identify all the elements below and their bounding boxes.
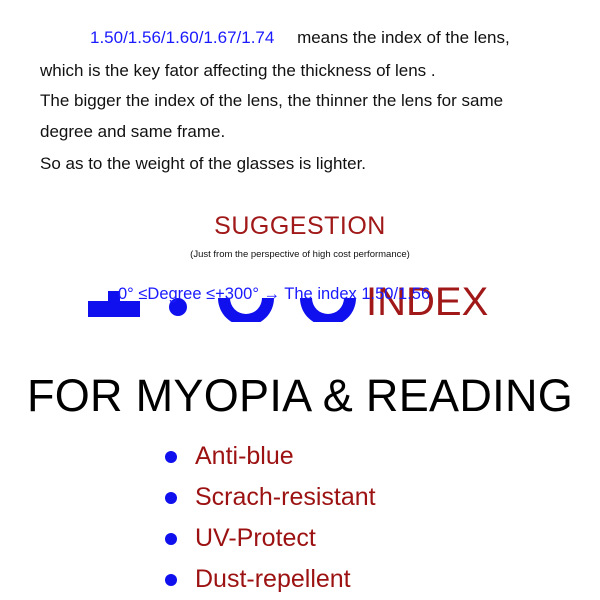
index-values: 1.50/1.56/1.60/1.67/1.74 — [90, 28, 275, 47]
bullet-icon — [165, 533, 177, 545]
intro-line-4: degree and same frame. — [40, 122, 226, 141]
suggestion-note: (Just from the perspective of high cost performance) — [190, 249, 410, 260]
feature-list — [165, 436, 376, 600]
intro-line-3: The bigger the index of the lens, the thinner the lens for same — [40, 91, 504, 110]
degree-rule-text: 0° ≤Degree ≤+300° → The index 1.50/1.56 — [118, 285, 431, 303]
intro-line-1 — [40, 28, 510, 48]
feature-label: Dust-repellent — [195, 565, 351, 593]
suggestion-title: SUGGESTION — [214, 212, 386, 240]
bullet-icon — [165, 574, 177, 586]
feature-item — [165, 477, 376, 518]
feature-label: Anti-blue — [195, 442, 294, 470]
feature-item — [165, 518, 376, 559]
intro-line-1-text: means the index of the lens, — [297, 28, 510, 47]
feature-label: UV-Protect — [195, 524, 316, 552]
intro-line-5: So as to the weight of the glasses is lighter. — [40, 154, 367, 173]
feature-label: Scrach-resistant — [195, 483, 376, 511]
headline: FOR MYOPIA & READING — [26, 370, 574, 421]
feature-item — [165, 436, 376, 477]
bullet-icon — [165, 492, 177, 504]
bullet-icon — [165, 451, 177, 463]
index-word-text: INDEX — [366, 286, 489, 320]
intro-line-2: which is the key fator affecting the thickness of lens . — [40, 61, 436, 80]
feature-item — [165, 559, 376, 600]
degree-rule-row — [0, 282, 600, 322]
